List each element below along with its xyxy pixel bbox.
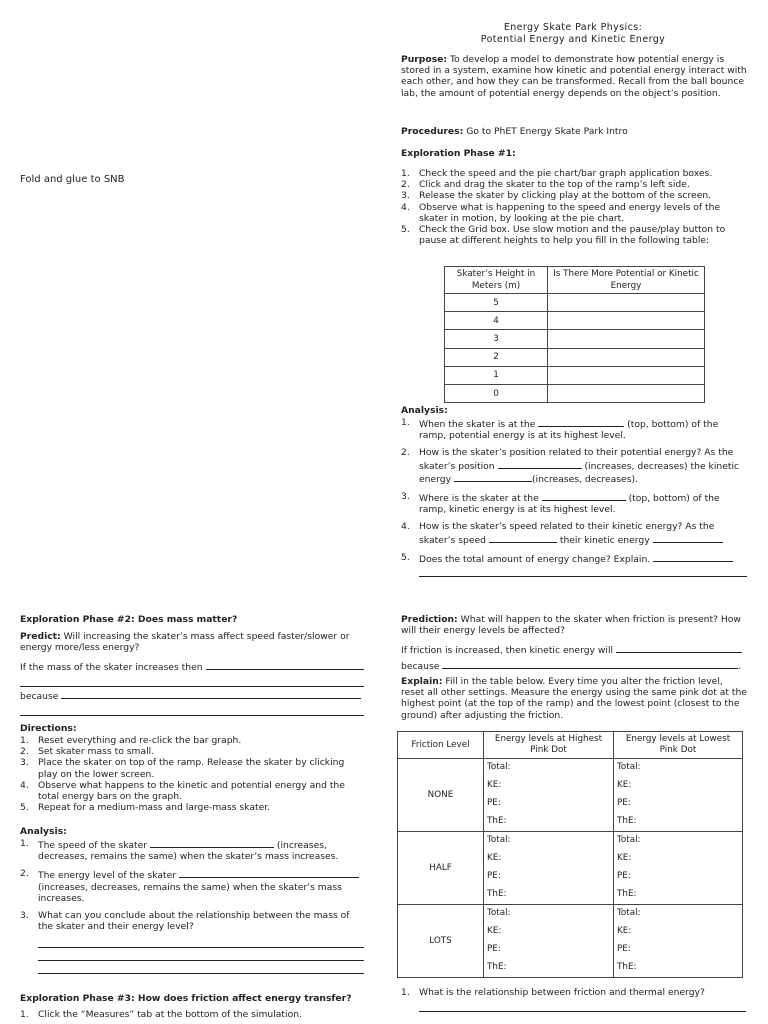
purpose-paragraph xyxy=(401,54,747,99)
answer-line[interactable] xyxy=(20,677,364,687)
answer-blank[interactable] xyxy=(489,533,557,543)
table-header: Skater’s Height in Meters (m) xyxy=(445,267,548,294)
table-header: Is There More Potential or Kinetic Energy xyxy=(548,267,705,294)
highest-dot-cell[interactable]: Total: KE: PE: ThE: xyxy=(484,759,614,832)
answer-blank[interactable] xyxy=(206,660,364,670)
answer-blank[interactable] xyxy=(454,472,532,482)
phase2-analysis-label: Analysis: xyxy=(20,826,67,837)
list-item: 2. Set skater mass to small. xyxy=(20,746,155,758)
table-row: 5 xyxy=(445,294,705,312)
table-header: Energy levels at Highest Pink Dot xyxy=(484,732,614,759)
answer-line[interactable] xyxy=(419,567,747,577)
phase2-analysis xyxy=(20,838,364,974)
answer-blank[interactable] xyxy=(150,838,274,848)
list-item: 1. Check the speed and the pie chart/bar graph application boxes. xyxy=(401,168,713,179)
list-item: 4. Observe what happens to the kinetic and potential energy and the total energy bars on the graph. xyxy=(20,779,345,803)
phase2-because-line: because xyxy=(20,689,364,716)
side-note: Fold and glue to SNB xyxy=(20,174,125,185)
list-item: 1. What is the relationship between friction and thermal energy? xyxy=(401,987,746,1012)
friction-level: HALF xyxy=(398,832,484,905)
answer-cell[interactable] xyxy=(548,330,705,348)
answer-blank[interactable] xyxy=(542,491,626,501)
list-item: 1. The speed of the skater (increases, decreases, remains the same) when the skater’s mass increases. xyxy=(20,838,339,863)
list-item: 4. How is the skater’s speed related to their kinetic energy? As the skater’s speed their kinetic energy xyxy=(401,521,747,545)
friction-because-line: because . xyxy=(401,661,742,672)
answer-blank[interactable] xyxy=(179,868,359,878)
table-row: 1 xyxy=(445,366,705,384)
phase3-heading: Exploration Phase #3: How does friction affect energy transfer? xyxy=(20,993,352,1004)
friction-if-line: If friction is increased, then kinetic energy will xyxy=(401,643,746,657)
answer-cell[interactable] xyxy=(548,366,705,384)
table-header: Energy levels at Lowest Pink Dot xyxy=(614,732,743,759)
lowest-dot-cell[interactable]: Total: KE: PE: ThE: xyxy=(614,759,743,832)
phase2-predict: Predict: Will increasing the skater’s mass affect speed faster/slower or energy more/less energy? xyxy=(20,631,350,654)
phase2-directions xyxy=(20,735,364,813)
table-row xyxy=(398,832,743,905)
list-item: 3. Where is the skater at the (top, bottom) of the ramp, kinetic energy is at its highest level. xyxy=(401,491,720,516)
phase1-heading: Exploration Phase #1: xyxy=(401,148,516,159)
answer-blank[interactable] xyxy=(61,689,361,699)
friction-explain: Explain: Fill in the table below. Every time you alter the friction level, reset all other settings. Measure the energy using the same pink dot at the highest point (at the top of the ramp) and the lowest point (closest to the ground) after adjusting the friction. xyxy=(401,676,747,721)
answer-blank[interactable] xyxy=(498,459,582,469)
answer-blank[interactable] xyxy=(653,533,723,543)
table-header: Friction Level xyxy=(398,732,484,759)
answer-line[interactable] xyxy=(38,964,364,974)
friction-table xyxy=(397,731,743,978)
explain-label: Explain: xyxy=(401,676,443,687)
table-row: 0 xyxy=(445,384,705,402)
list-item: 3. Release the skater by clicking play at the bottom of the screen. xyxy=(401,190,712,202)
worksheet-title xyxy=(400,22,746,46)
title-line-2: Potential Energy and Kinetic Energy xyxy=(480,34,666,45)
list-item: 2. Click and drag the skater to the top of the ramp’s left side. xyxy=(401,179,690,191)
answer-blank[interactable] xyxy=(653,552,733,562)
answer-blank[interactable] xyxy=(442,659,738,669)
list-item: 4. Observe what is happening to the speed and energy levels of the skater in motion, by looking at the pie chart. xyxy=(401,201,721,224)
answer-blank[interactable] xyxy=(538,417,624,427)
lowest-dot-cell[interactable]: Total: KE: PE: ThE: xyxy=(614,832,743,905)
procedures-label: Procedures: xyxy=(401,126,464,137)
list-item: 5. Repeat for a medium-mass and large-mass skater. xyxy=(20,802,271,814)
friction-questions xyxy=(401,987,746,1012)
list-item: 5. Does the total amount of energy change? Explain. xyxy=(401,552,747,577)
answer-cell[interactable] xyxy=(548,348,705,366)
table-row xyxy=(398,759,743,832)
list-item: 2. How is the skater’s position related to their potential energy? As the skater’s position (increases, decreases) the kinetic energy (increases, decreases). xyxy=(401,447,740,485)
height-energy-table xyxy=(444,266,705,403)
phase2-heading: Exploration Phase #2: Does mass matter? xyxy=(20,614,238,625)
phase1-steps xyxy=(401,168,747,246)
lowest-dot-cell[interactable]: Total: KE: PE: ThE: xyxy=(614,905,743,978)
answer-cell[interactable] xyxy=(548,294,705,312)
answer-cell[interactable] xyxy=(548,312,705,330)
purpose-label: Purpose: xyxy=(401,54,448,65)
answer-cell[interactable] xyxy=(548,384,705,402)
title-line-1: Energy Skate Park Physics: xyxy=(503,22,643,33)
procedures-text: Go to PhET Energy Skate Park Intro xyxy=(466,126,628,137)
answer-line[interactable] xyxy=(38,938,364,948)
purpose-text: To develop a model to demonstrate how potential energy is stored in a system, examine how kinetic and potential energy interact with each other, and how they can be transformed. Recall from the ball bounce lab, the amount of potential energy depends on the object’s position. xyxy=(401,54,747,99)
predict-label: Predict: xyxy=(20,631,61,642)
list-item: 1. Click the “Measures” tab at the bottom of the simulation. xyxy=(20,1009,302,1020)
phase3-steps xyxy=(20,1009,364,1020)
table-row: 4 xyxy=(445,312,705,330)
friction-level: NONE xyxy=(398,759,484,832)
answer-line[interactable] xyxy=(419,1002,746,1012)
table-row: 3 xyxy=(445,330,705,348)
answer-line[interactable] xyxy=(38,951,364,961)
highest-dot-cell[interactable]: Total: KE: PE: ThE: xyxy=(484,905,614,978)
prediction-label: Prediction: xyxy=(401,614,458,625)
list-item: 2. The energy level of the skater (increases, decreases, remains the same) when the skater’s mass increases. xyxy=(20,868,364,904)
table-row: 2 xyxy=(445,348,705,366)
highest-dot-cell[interactable]: Total: KE: PE: ThE: xyxy=(484,832,614,905)
answer-blank[interactable] xyxy=(616,643,742,653)
table-row xyxy=(398,905,743,978)
friction-prediction: Prediction: What will happen to the skater when friction is present? How will their energy levels be affected? xyxy=(401,614,741,637)
phase2-if-line: If the mass of the skater increases then xyxy=(20,660,364,687)
friction-level: LOTS xyxy=(398,905,484,978)
phase1-analysis xyxy=(401,417,747,577)
list-item: 1. When the skater is at the (top, bottom) of the ramp, potential energy is at its highest level. xyxy=(401,417,719,442)
list-item: 1. Reset everything and re-click the bar graph. xyxy=(20,735,242,746)
list-item: 3. What can you conclude about the relationship between the mass of the skater and their energy level? xyxy=(20,910,364,974)
procedures-line xyxy=(401,126,747,137)
list-item: 5. Check the Grid box. Use slow motion and the pause/play button to pause at different heights to help you fill in the following table: xyxy=(401,224,726,247)
answer-line[interactable] xyxy=(20,706,364,716)
directions-label: Directions: xyxy=(20,723,77,734)
phase1-analysis-label: Analysis: xyxy=(401,405,448,416)
list-item: 3. Place the skater on top of the ramp. Release the skater by clicking play on the lower screen. xyxy=(20,757,345,780)
